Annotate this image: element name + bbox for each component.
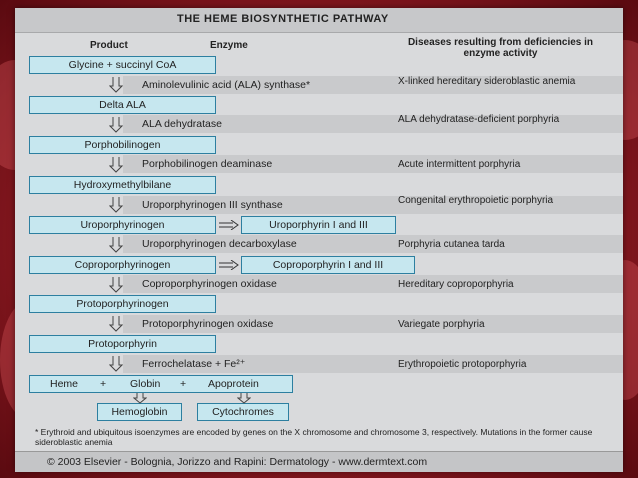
pathway-slide — [15, 8, 623, 471]
down-arrow-icon — [109, 157, 123, 173]
enzyme-label: Coproporphyrinogen oxidase — [142, 278, 277, 290]
product-coproporphyrin-box: Coproporphyrin I and III — [241, 256, 415, 274]
product-protoporphyrinogen-box: Protoporphyrinogen — [29, 295, 216, 313]
disease-label: Erythropoietic protoporphyria — [398, 359, 527, 370]
apoprotein-label: Apoprotein — [208, 378, 259, 390]
down-arrow-icon — [109, 316, 123, 332]
down-arrow-icon — [109, 277, 123, 293]
enzyme-label: Protoporphyrinogen oxidase — [142, 318, 274, 330]
product-cytochromes-box: Cytochromes — [197, 403, 289, 421]
product-delta-ala-box: Delta ALA — [29, 96, 216, 114]
footnote: * Erythroid and ubiquitous isoenzymes are encoded by genes on the X chromosome and chromosome 3, respectively. Mutations in the former cause sideroblastic anemia — [35, 427, 593, 447]
header-diseases: Diseases resulting from deficiencies in enzyme activity — [407, 37, 594, 59]
product-coproporphyrinogen-box: Coproporphyrinogen — [29, 256, 216, 274]
right-double-arrow-icon — [219, 260, 239, 270]
disease-label: X-linked hereditary sideroblastic anemia — [398, 76, 576, 87]
copyright-footer — [15, 451, 623, 472]
title-bar — [15, 8, 623, 33]
product-uroporphyrin-box: Uroporphyrin I and III — [241, 216, 396, 234]
header-product: Product — [90, 40, 128, 51]
plus-sign: + — [180, 378, 187, 390]
down-arrow-icon — [109, 197, 123, 213]
product-hemoglobin-box: Hemoglobin — [97, 403, 182, 421]
plus-sign: + — [100, 378, 107, 390]
product-heme-globin-apoprotein-box — [29, 375, 293, 393]
down-arrow-icon — [109, 117, 123, 133]
down-arrow-icon — [237, 393, 251, 404]
enzyme-label: ALA dehydratase — [142, 118, 222, 130]
globin-label: Globin — [130, 378, 161, 390]
enzyme-label: Uroporphyrinogen decarboxylase — [142, 238, 297, 250]
down-arrow-icon — [133, 393, 147, 404]
product-protoporphyrin-box: Protoporphyrin — [29, 335, 216, 353]
enzyme-label: Ferrochelatase + Fe²⁺ — [142, 358, 246, 370]
disease-label: Acute intermittent porphyria — [398, 159, 521, 170]
enzyme-label: Uroporphyrinogen III synthase — [142, 199, 283, 211]
disease-label: Hereditary coproporphyria — [398, 279, 514, 290]
disease-label: ALA dehydratase-deficient porphyria — [398, 114, 560, 125]
product-glycine-box: Glycine + succinyl CoA — [29, 56, 216, 74]
product-uroporphyrinogen-box: Uroporphyrinogen — [29, 216, 216, 234]
copyright-text: © 2003 Elsevier - Bolognia, Jorizzo and Rapini: Dermatology - www.dermtext.com — [47, 456, 428, 468]
product-hydroxymethylbilane-box: Hydroxymethylbilane — [29, 176, 216, 194]
heme-label: Heme — [50, 378, 79, 390]
enzyme-label: Aminolevulinic acid (ALA) synthase* — [142, 79, 311, 91]
down-arrow-icon — [109, 77, 123, 93]
header-enzyme: Enzyme — [210, 40, 248, 51]
disease-label: Variegate porphyria — [398, 319, 485, 330]
disease-label: Porphyria cutanea tarda — [398, 239, 505, 250]
down-arrow-icon — [109, 237, 123, 253]
right-double-arrow-icon — [219, 220, 239, 230]
product-porphobilinogen-box: Porphobilinogen — [29, 136, 216, 154]
down-arrow-icon — [109, 356, 123, 372]
page-title: THE HEME BIOSYNTHETIC PATHWAY — [177, 13, 389, 25]
disease-label: Congenital erythropoietic porphyria — [398, 195, 554, 206]
enzyme-label: Porphobilinogen deaminase — [142, 158, 273, 170]
